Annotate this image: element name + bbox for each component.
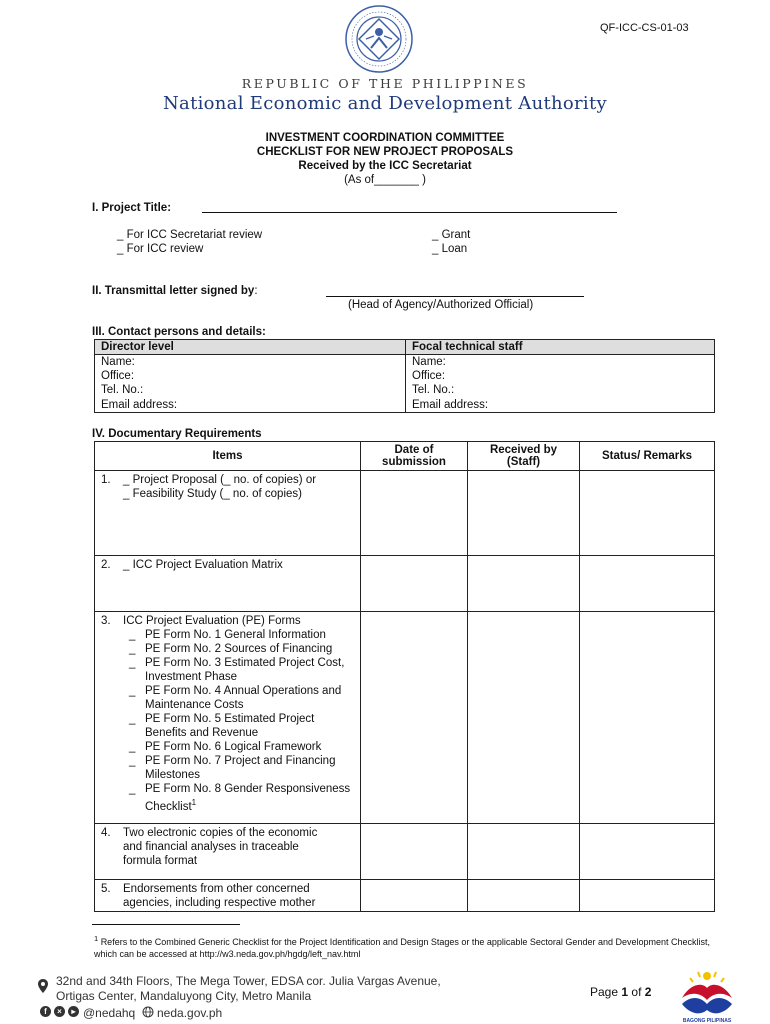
pe-blank: _ — [129, 755, 136, 767]
status-header: Status/ Remarks — [580, 442, 715, 471]
item-cell — [95, 471, 361, 556]
globe-icon — [142, 1006, 154, 1018]
pe-blank: _ — [129, 629, 136, 641]
item-line — [101, 840, 356, 854]
item-line — [101, 826, 356, 840]
footnote-number: 1 — [94, 934, 99, 943]
received-cell[interactable] — [468, 612, 580, 824]
date-cell[interactable] — [361, 612, 468, 824]
item-spacer — [101, 840, 123, 854]
item-number: 5. — [101, 883, 111, 895]
date-cell[interactable] — [361, 556, 468, 612]
item-line — [101, 882, 356, 896]
republic-heading: REPUBLIC OF THE PHILIPPINES — [241, 76, 529, 91]
contact-row — [95, 369, 715, 384]
pe-form-item[interactable] — [101, 642, 356, 656]
received-cell[interactable] — [468, 471, 580, 556]
youtube-icon[interactable]: ▸ — [68, 1006, 79, 1017]
footer-address-line-2: Ortigas Center, Mandaluyong City, Metro Manila — [56, 989, 312, 1003]
date-header: Date of submission — [361, 442, 468, 471]
requirements-header-row — [95, 442, 715, 471]
facebook-icon[interactable]: f — [40, 1006, 51, 1017]
focal-name-field[interactable]: Name: — [406, 354, 715, 369]
contact-table — [94, 339, 715, 413]
item-text: Endorsements from other concerned — [123, 883, 310, 895]
transmittal-label — [92, 285, 258, 297]
table-row — [95, 471, 715, 556]
footnote-text — [94, 933, 724, 960]
item-number: 2. — [101, 559, 111, 571]
pe-form-text: PE Form No. 1 General Information — [145, 629, 326, 641]
contact-section-label: III. Contact persons and details: — [92, 326, 266, 338]
location-pin-icon — [38, 979, 48, 993]
footer-address-line-1: 32nd and 34th Floors, The Mega Tower, EDSA cor. Julia Vargas Avenue, — [56, 974, 441, 988]
contact-row — [95, 383, 715, 398]
director-level-header: Director level — [95, 340, 406, 355]
focal-tel-field[interactable]: Tel. No.: — [406, 383, 715, 398]
social-handle[interactable]: @nedahq — [83, 1006, 136, 1020]
footnote-marker: 1 — [191, 798, 197, 807]
item-line — [101, 614, 356, 628]
director-tel-field[interactable]: Tel. No.: — [95, 383, 406, 398]
item-line — [101, 487, 356, 501]
title-line-2: CHECKLIST FOR NEW PROJECT PROPOSALS — [256, 146, 514, 158]
item-cell — [95, 612, 361, 824]
transmittal-sub-label: (Head of Agency/Authorized Official) — [348, 299, 534, 311]
pe-form-text: PE Form No. 7 Project and Financing Milestones — [145, 755, 336, 781]
item-spacer — [101, 854, 123, 868]
requirements-table — [94, 441, 715, 912]
date-cell[interactable] — [361, 824, 468, 880]
date-cell[interactable] — [361, 880, 468, 912]
pe-form-text-gender — [145, 782, 356, 814]
pe-blank: _ — [129, 713, 136, 725]
table-row — [95, 880, 715, 912]
project-title-blank[interactable] — [202, 212, 617, 213]
svg-text:BAGONG PILIPINAS: BAGONG PILIPINAS — [682, 1018, 732, 1024]
transmittal-signature-blank[interactable] — [326, 296, 584, 297]
table-row — [95, 612, 715, 824]
item-cell — [95, 880, 361, 912]
transmittal-label-text: II. Transmittal letter signed by — [92, 285, 255, 297]
pe-form-item[interactable] — [101, 782, 356, 814]
pe-blank: _ — [129, 643, 136, 655]
pe-form-text: PE Form No. 2 Sources of Financing — [145, 643, 333, 655]
x-icon[interactable]: × — [54, 1006, 65, 1017]
pe-blank: _ — [129, 657, 136, 669]
item-text: _ Project Proposal (_ no. of copies) or — [123, 474, 317, 486]
as-of-line: (As of_______ ) — [344, 174, 426, 186]
pe-blank: _ — [129, 783, 136, 795]
pe-blank: _ — [129, 741, 136, 753]
status-cell[interactable] — [580, 824, 715, 880]
pe-form-text: PE Form No. 5 Estimated Project Benefits and Revenue — [145, 713, 315, 739]
received-header: Received by (Staff) — [468, 442, 580, 471]
footnote-body: Refers to the Combined Generic Checklist for the Project Identification and Design Stages or the applicable Sectoral Gender and Development Checklist, which can be accessed at http://w3.neda.gov.ph/hgdg/left_nav.html — [94, 937, 711, 959]
director-office-field[interactable]: Office: — [95, 369, 406, 384]
item-number: 1. — [101, 474, 111, 486]
contact-row — [95, 354, 715, 369]
item-text: formula format — [123, 855, 198, 867]
date-cell[interactable] — [361, 471, 468, 556]
pe-form-text: PE Form No. 3 Estimated Project Cost, Investment Phase — [145, 657, 345, 683]
status-cell[interactable] — [580, 471, 715, 556]
item-spacer — [101, 896, 123, 910]
item-cell — [95, 556, 361, 612]
page-number — [590, 985, 651, 999]
item-line — [101, 896, 356, 910]
option-grant[interactable]: _ Grant — [432, 229, 471, 241]
pe-form-item[interactable] — [101, 628, 356, 642]
pe-form-text: PE Form No. 4 Annual Operations and Maintenance Costs — [145, 685, 342, 711]
item-number: 4. — [101, 827, 111, 839]
pe-form-item[interactable] — [101, 754, 356, 782]
project-title-label: I. Project Title: — [92, 202, 172, 214]
director-name-field[interactable]: Name: — [95, 354, 406, 369]
option-secretariat-review[interactable]: _ For ICC Secretariat review — [117, 229, 263, 241]
pe-blank: _ — [129, 685, 136, 697]
page-of: of — [631, 985, 642, 999]
received-cell[interactable] — [468, 556, 580, 612]
documentary-section-label: IV. Documentary Requirements — [92, 428, 262, 440]
item-spacer — [101, 487, 123, 501]
received-cell[interactable] — [468, 880, 580, 912]
pe-form-8-text: PE Form No. 8 Gender Responsiveness Checklist — [145, 783, 351, 813]
agency-name: National Economic and Development Authority — [162, 93, 607, 114]
title-line-1: INVESTMENT COORDINATION COMMITTEE — [265, 132, 505, 144]
contact-row — [95, 398, 715, 413]
focal-office-field[interactable]: Office: — [406, 369, 715, 384]
status-cell[interactable] — [580, 612, 715, 824]
pe-form-item[interactable] — [101, 740, 356, 754]
bagong-pilipinas-logo — [676, 968, 738, 1024]
item-text: agencies, including respective mother — [123, 897, 316, 909]
transmittal-colon: : — [254, 285, 258, 297]
item-text: _ ICC Project Evaluation Matrix — [123, 559, 283, 571]
pe-form-item[interactable] — [101, 684, 356, 712]
neda-seal — [344, 4, 414, 74]
title-line-3: Received by the ICC Secretariat — [298, 160, 472, 172]
option-icc-review[interactable]: _ For ICC review — [117, 243, 204, 255]
item-text: _ Feasibility Study (_ no. of copies) — [123, 488, 302, 500]
page-current: 1 — [621, 985, 629, 999]
page-total: 2 — [644, 985, 652, 999]
page-label: Page — [590, 985, 619, 999]
received-cell[interactable] — [468, 824, 580, 880]
item-line — [101, 854, 356, 868]
website-link[interactable]: neda.gov.ph — [157, 1006, 223, 1020]
item-text: ICC Project Evaluation (PE) Forms — [123, 615, 301, 627]
social-icons — [40, 1006, 79, 1017]
footnote-divider — [92, 924, 240, 925]
form-code: QF-ICC-CS-01-03 — [600, 22, 689, 34]
pe-form-item[interactable] — [101, 712, 356, 740]
item-cell — [95, 824, 361, 880]
status-cell[interactable] — [580, 880, 715, 912]
item-line — [101, 473, 356, 487]
item-number: 3. — [101, 615, 111, 627]
item-line — [101, 558, 356, 572]
table-row — [95, 824, 715, 880]
focal-staff-header: Focal technical staff — [406, 340, 715, 355]
focal-email-field[interactable]: Email address: — [406, 398, 715, 413]
item-text: Two electronic copies of the economic — [123, 827, 318, 839]
table-row — [95, 556, 715, 612]
item-text: and financial analyses in traceable — [123, 841, 299, 853]
status-cell[interactable] — [580, 556, 715, 612]
pe-form-item[interactable] — [101, 656, 356, 684]
pe-form-text: PE Form No. 6 Logical Framework — [145, 741, 322, 753]
option-loan[interactable]: _ Loan — [432, 243, 468, 255]
items-header: Items — [95, 442, 361, 471]
contact-header-row — [95, 340, 715, 355]
director-email-field[interactable]: Email address: — [95, 398, 406, 413]
